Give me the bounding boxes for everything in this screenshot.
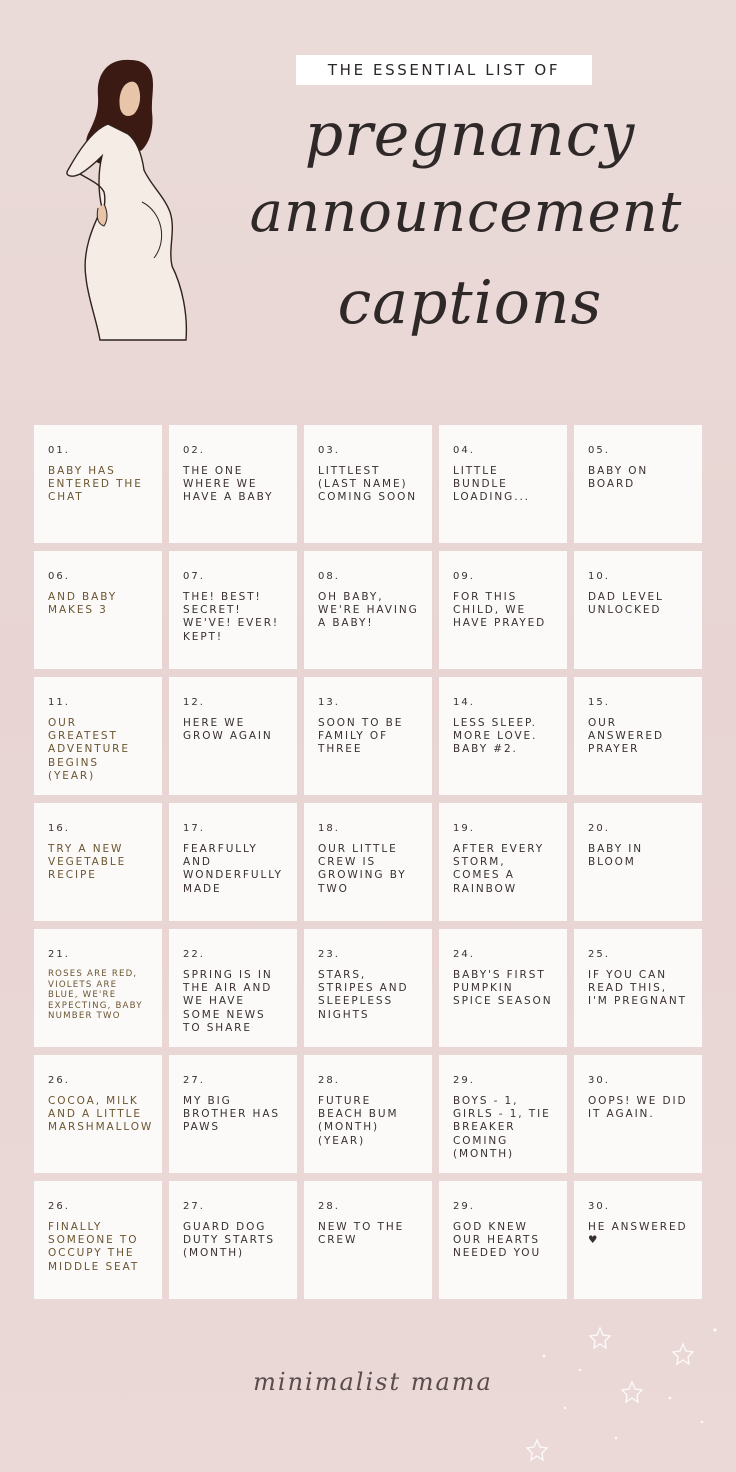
caption-number: 15. (588, 697, 610, 708)
caption-card (439, 1055, 567, 1173)
caption-number: 04. (453, 445, 475, 456)
subtitle-banner (296, 55, 592, 85)
caption-card (169, 677, 297, 795)
caption-text: FUTURE BEACH BUM (MONTH) (YEAR) (318, 1095, 399, 1147)
caption-card (574, 425, 702, 543)
caption-text: SOON TO BE FAMILY OF THREE (318, 717, 404, 756)
caption-number: 30. (588, 1075, 610, 1086)
pregnant-woman-illustration (38, 52, 198, 352)
caption-card (439, 425, 567, 543)
caption-text: OOPS! WE DID IT AGAIN. (588, 1095, 688, 1121)
caption-number: 29. (453, 1201, 475, 1212)
caption-text: FEARFULLY AND WONDERFULLY MADE (183, 843, 283, 895)
title-line-2: announcement (249, 180, 683, 245)
caption-number: 02. (183, 445, 205, 456)
caption-card (439, 677, 567, 795)
caption-number: 05. (588, 445, 610, 456)
caption-text: LESS SLEEP. MORE LOVE. BABY #2. (453, 717, 538, 756)
caption-card (574, 1055, 702, 1173)
caption-text: THE ONE WHERE WE HAVE A BABY (183, 465, 274, 504)
caption-card (304, 425, 432, 543)
caption-text: FINALLY SOMEONE TO OCCUPY THE MIDDLE SEAT (48, 1221, 140, 1273)
caption-number: 08. (318, 571, 340, 582)
caption-number: 13. (318, 697, 340, 708)
caption-card (169, 929, 297, 1047)
caption-number: 27. (183, 1201, 205, 1212)
caption-text: SPRING IS IN THE AIR AND WE HAVE SOME NEWS TO SHARE (183, 969, 273, 1034)
caption-number: 27. (183, 1075, 205, 1086)
caption-text: BABY ON BOARD (588, 465, 649, 491)
caption-text: GOD KNEW OUR HEARTS NEEDED YOU (453, 1221, 542, 1260)
caption-card (34, 551, 162, 669)
caption-number: 21. (48, 949, 70, 960)
caption-card (439, 551, 567, 669)
caption-number: 03. (318, 445, 340, 456)
caption-card (439, 1181, 567, 1299)
caption-number: 29. (453, 1075, 475, 1086)
caption-number: 26. (48, 1075, 70, 1086)
caption-number: 07. (183, 571, 205, 582)
caption-text: OUR ANSWERED PRAYER (588, 717, 664, 756)
caption-number: 26. (48, 1201, 70, 1212)
caption-card (169, 425, 297, 543)
caption-card (304, 803, 432, 921)
caption-number: 30. (588, 1201, 610, 1212)
caption-number: 28. (318, 1075, 340, 1086)
caption-text: STARS, STRIPES AND SLEEPLESS NIGHTS (318, 969, 409, 1021)
caption-text: BABY HAS ENTERED THE CHAT (48, 465, 143, 504)
caption-text: NEW TO THE CREW (318, 1221, 405, 1247)
caption-text: THE! BEST! SECRET! WE'VE! EVER! KEPT! (183, 591, 280, 643)
caption-text: BABY IN BLOOM (588, 843, 644, 869)
caption-number: 10. (588, 571, 610, 582)
caption-number: 20. (588, 823, 610, 834)
caption-card (304, 677, 432, 795)
title-line-1: pregnancy (304, 100, 636, 170)
caption-number: 14. (453, 697, 475, 708)
caption-card (34, 677, 162, 795)
caption-text: MY BIG BROTHER HAS PAWS (183, 1095, 280, 1134)
caption-number: 11. (48, 697, 70, 708)
caption-number: 24. (453, 949, 475, 960)
caption-text: OH BABY, WE'RE HAVING A BABY! (318, 591, 419, 630)
caption-card (574, 803, 702, 921)
caption-text: LITTLEST (LAST NAME) COMING SOON (318, 465, 418, 504)
caption-card (304, 1181, 432, 1299)
caption-number: 06. (48, 571, 70, 582)
sparkle-stars-icon (520, 1318, 730, 1468)
caption-text: ROSES ARE RED, VIOLETS ARE BLUE, WE'RE EXPECTING, BABY NUMBER TWO (48, 969, 143, 1022)
caption-text: AFTER EVERY STORM, COMES A RAINBOW (453, 843, 545, 895)
caption-card (34, 1055, 162, 1173)
caption-number: 09. (453, 571, 475, 582)
caption-number: 19. (453, 823, 475, 834)
caption-text: HERE WE GROW AGAIN (183, 717, 273, 743)
caption-text: DAD LEVEL UNLOCKED (588, 591, 664, 617)
caption-card (34, 425, 162, 543)
caption-text: AND BABY MAKES 3 (48, 591, 118, 617)
caption-text: GUARD DOG DUTY STARTS (MONTH) (183, 1221, 275, 1260)
brand-logo: minimalist mama (253, 1368, 493, 1396)
caption-card (169, 1181, 297, 1299)
caption-card (439, 929, 567, 1047)
caption-number: 25. (588, 949, 610, 960)
caption-card (304, 1055, 432, 1173)
caption-card (34, 929, 162, 1047)
caption-card (34, 1181, 162, 1299)
caption-text: OUR LITTLE CREW IS GROWING BY TWO (318, 843, 407, 895)
caption-text: IF YOU CAN READ THIS, I'M PREGNANT (588, 969, 687, 1008)
caption-number: 17. (183, 823, 205, 834)
caption-text: FOR THIS CHILD, WE HAVE PRAYED (453, 591, 547, 630)
caption-text: COCOA, MILK AND A LITTLE MARSHMALLOW (48, 1095, 154, 1134)
caption-card (304, 551, 432, 669)
caption-text: TRY A NEW VEGETABLE RECIPE (48, 843, 127, 882)
caption-card (439, 803, 567, 921)
caption-card (304, 929, 432, 1047)
caption-number: 12. (183, 697, 205, 708)
caption-text: OUR GREATEST ADVENTURE BEGINS (YEAR) (48, 717, 130, 782)
caption-number: 16. (48, 823, 70, 834)
captions-grid (34, 425, 702, 1299)
caption-card (574, 551, 702, 669)
caption-card (574, 677, 702, 795)
caption-number: 18. (318, 823, 340, 834)
caption-card (169, 803, 297, 921)
caption-text: LITTLE BUNDLE LOADING... (453, 465, 530, 504)
caption-card (34, 803, 162, 921)
caption-text: HE ANSWERED ♥ (588, 1221, 688, 1247)
subtitle-text: THE ESSENTIAL LIST OF (327, 61, 561, 79)
caption-text: BABY'S FIRST PUMPKIN SPICE SEASON (453, 969, 553, 1008)
caption-card (169, 1055, 297, 1173)
caption-number: 23. (318, 949, 340, 960)
title-line-3: captions (337, 268, 603, 338)
caption-number: 22. (183, 949, 205, 960)
caption-text: BOYS - 1, GIRLS - 1, TIE BREAKER COMING (MONTH) (453, 1095, 551, 1160)
caption-card (574, 929, 702, 1047)
caption-card (574, 1181, 702, 1299)
caption-number: 01. (48, 445, 70, 456)
caption-card (169, 551, 297, 669)
caption-number: 28. (318, 1201, 340, 1212)
